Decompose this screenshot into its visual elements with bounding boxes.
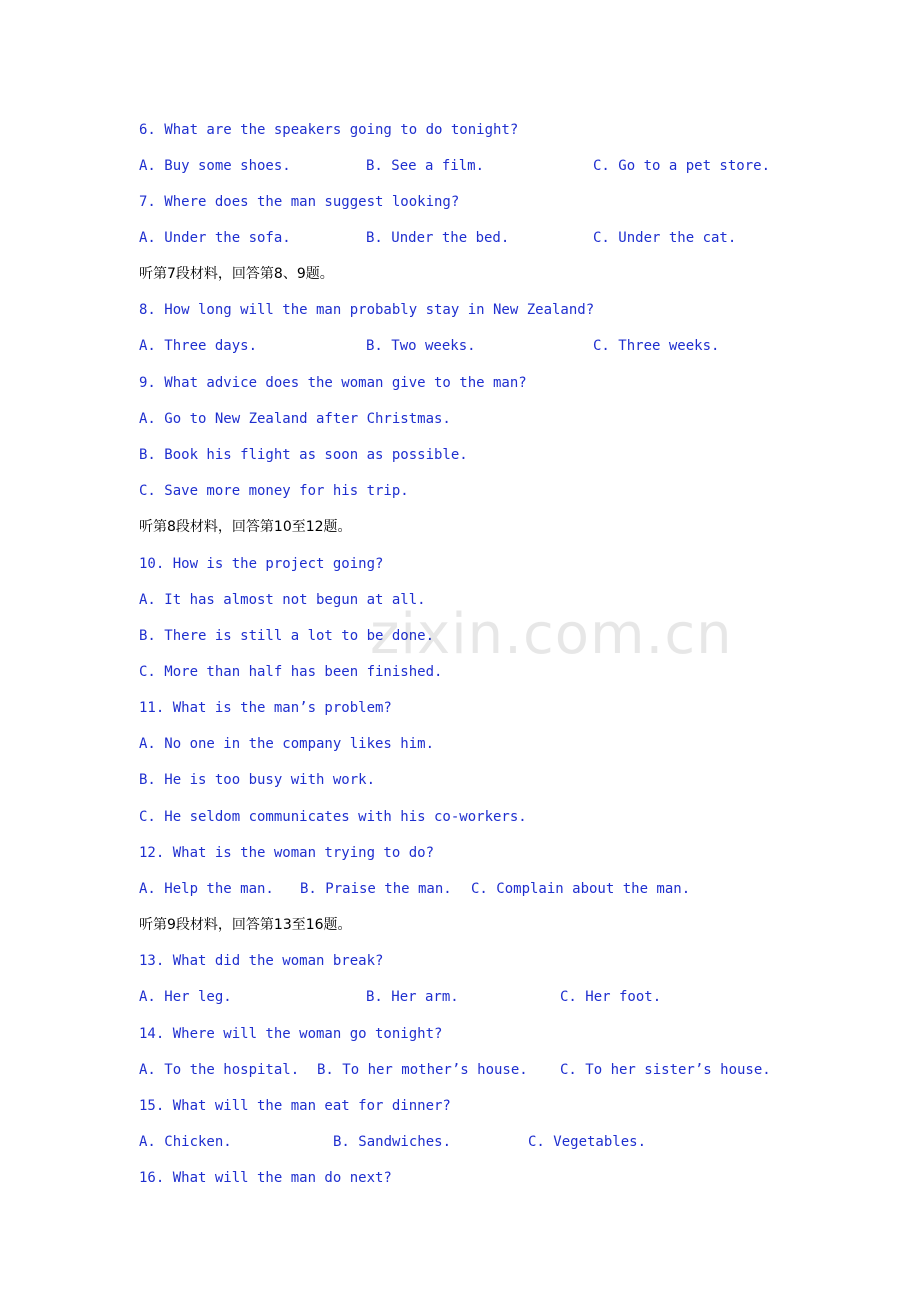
question-12-options bbox=[139, 878, 839, 900]
watermark: zixin.com.cn bbox=[370, 602, 733, 667]
question-7-option-b: B. Under the bed. bbox=[366, 230, 510, 246]
question-13-option-c: C. Her foot. bbox=[560, 989, 662, 1005]
question-7-stem: 7. Where does the man suggest looking? bbox=[139, 194, 460, 210]
question-13-option-a: A. Her leg. bbox=[139, 989, 232, 1005]
question-7-option-c: C. Under the cat. bbox=[593, 230, 737, 246]
question-8-options bbox=[139, 335, 839, 357]
question-9-option-c: C. Save more money for his trip. bbox=[139, 483, 409, 499]
question-10-option-c: C. More than half has been finished. bbox=[139, 664, 443, 680]
question-8-option-b: B. Two weeks. bbox=[366, 338, 476, 354]
question-9-option-b: B. Book his flight as soon as possible. bbox=[139, 447, 468, 463]
question-10-option-b: B. There is still a lot to be done. bbox=[139, 628, 435, 644]
question-14-option-c: C. To her sister’s house. bbox=[560, 1062, 771, 1078]
question-10-stem: 10. How is the project going? bbox=[139, 556, 384, 572]
question-11-option-c: C. He seldom communicates with his co-workers. bbox=[139, 809, 527, 825]
question-6-options bbox=[139, 155, 839, 177]
question-11-stem: 11. What is the man’s problem? bbox=[139, 700, 392, 716]
question-6-option-b: B. See a film. bbox=[366, 158, 485, 174]
question-11-option-a: A. No one in the company likes him. bbox=[139, 736, 435, 752]
question-12-option-b: B. Praise the man. bbox=[300, 881, 452, 897]
question-6-option-a: A. Buy some shoes. bbox=[139, 158, 291, 174]
question-15-option-c: C. Vegetables. bbox=[528, 1134, 647, 1150]
question-14-options bbox=[139, 1059, 839, 1081]
section-8-instruction: 听第8段材料，回答第10至12题。 bbox=[139, 519, 352, 535]
question-13-option-b: B. Her arm. bbox=[366, 989, 459, 1005]
question-14-option-b: B. To her mother’s house. bbox=[317, 1062, 528, 1078]
question-6-option-c: C. Go to a pet store. bbox=[593, 158, 771, 174]
question-12-stem: 12. What is the woman trying to do? bbox=[139, 845, 435, 861]
question-16-stem: 16. What will the man do next? bbox=[139, 1170, 392, 1186]
question-9-option-a: A. Go to New Zealand after Christmas. bbox=[139, 411, 451, 427]
question-9-stem: 9. What advice does the woman give to the man? bbox=[139, 375, 527, 391]
question-15-option-b: B. Sandwiches. bbox=[333, 1134, 452, 1150]
question-14-option-a: A. To the hospital. bbox=[139, 1062, 300, 1078]
question-14-stem: 14. Where will the woman go tonight? bbox=[139, 1026, 443, 1042]
question-8-option-a: A. Three days. bbox=[139, 338, 258, 354]
question-13-options bbox=[139, 986, 839, 1008]
question-7-option-a: A. Under the sofa. bbox=[139, 230, 291, 246]
question-6-stem: 6. What are the speakers going to do tonight? bbox=[139, 122, 519, 138]
question-13-stem: 13. What did the woman break? bbox=[139, 953, 384, 969]
question-8-option-c: C. Three weeks. bbox=[593, 338, 720, 354]
question-8-stem: 8. How long will the man probably stay in New Zealand? bbox=[139, 302, 595, 318]
question-11-option-b: B. He is too busy with work. bbox=[139, 772, 376, 788]
question-7-options bbox=[139, 227, 839, 249]
question-12-option-c: C. Complain about the man. bbox=[471, 881, 691, 897]
question-15-stem: 15. What will the man eat for dinner? bbox=[139, 1098, 451, 1114]
question-12-option-a: A. Help the man. bbox=[139, 881, 274, 897]
section-9-instruction: 听第9段材料，回答第13至16题。 bbox=[139, 917, 352, 933]
question-10-option-a: A. It has almost not begun at all. bbox=[139, 592, 426, 608]
question-15-options bbox=[139, 1131, 839, 1153]
question-15-option-a: A. Chicken. bbox=[139, 1134, 232, 1150]
section-7-instruction: 听第7段材料，回答第8、9题。 bbox=[139, 266, 334, 282]
